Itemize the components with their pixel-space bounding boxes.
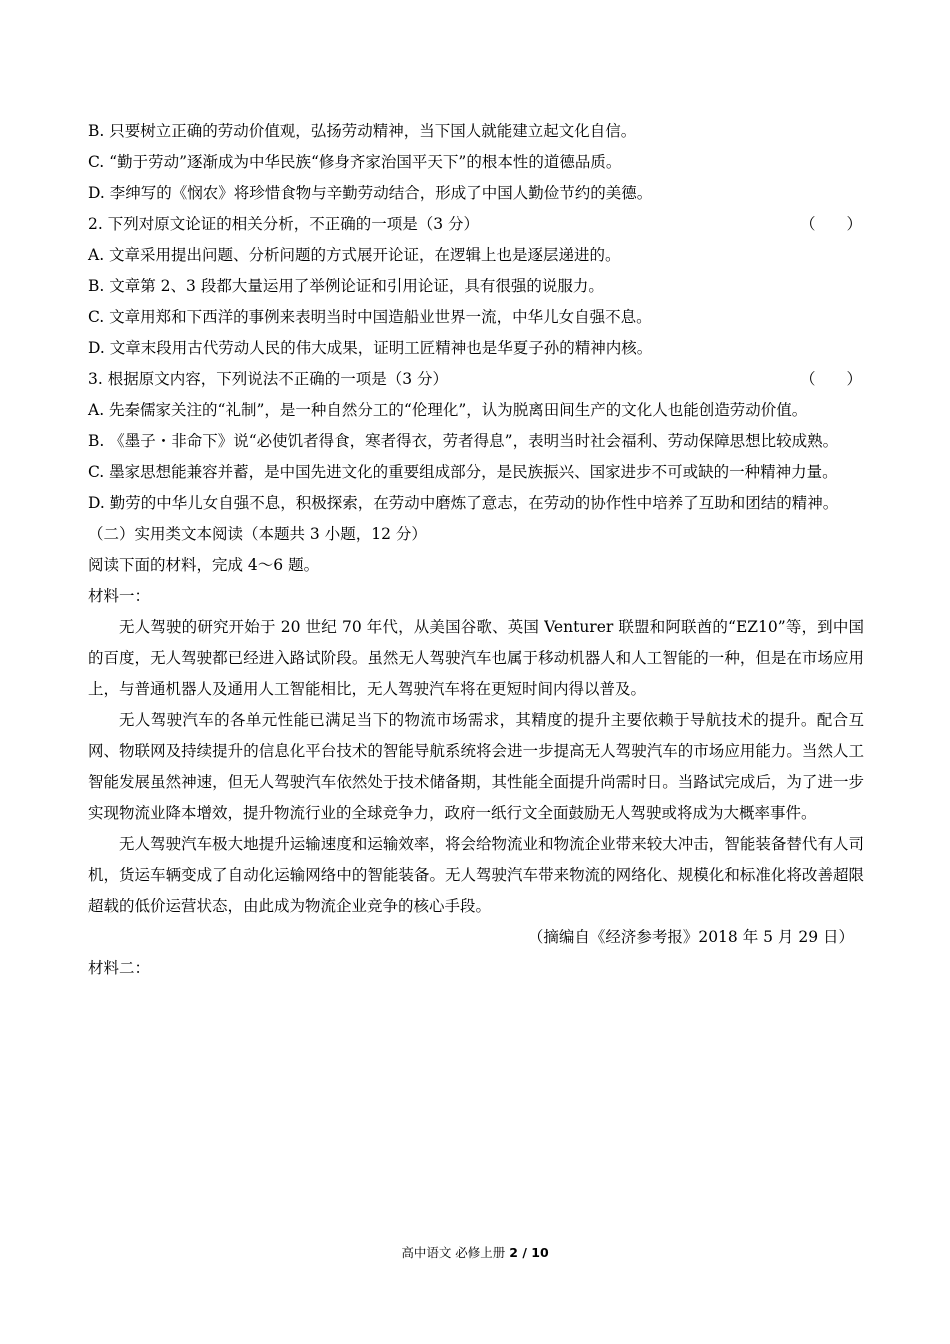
q2-stem: 2. 下列对原文论证的相关分析，不正确的一项是（3 分） <box>88 215 480 233</box>
q3-option-b: B. 《墨子・非命下》说“必使饥者得食，寒者得衣，劳者得息”，表明当时社会福利、劳动保障思想比较成熟。 <box>88 432 839 450</box>
q1-option-d: D. 李绅写的《悯农》将珍惜食物与辛勤劳动结合，形成了中国人勤俭节约的美德。 <box>88 184 653 202</box>
page-number: 2 / 10 <box>509 1245 549 1260</box>
q2-stem-row <box>88 209 864 240</box>
q3-stem: 3. 根据原文内容，下列说法不正确的一项是（3 分） <box>88 370 449 388</box>
instruction: 阅读下面的材料，完成 4～6 题。 <box>88 556 320 574</box>
material-one-paragraph-3: 无人驾驶汽车极大地提升运输速度和运输效率，将会给物流业和物流企业带来较大冲击，智能装备替代有人司机，货运车辆变成了自动化运输网络中的智能装备。无人驾驶汽车带来物流的网络化、规模化和标准化将改善超限超载的低价运营状态，由此成为物流企业竞争的核心手段。 <box>88 835 864 915</box>
material-one-paragraph-1: 无人驾驶的研究开始于 20 世纪 70 年代，从美国谷歌、英国 Venturer 联盟和阿联酋的“EZ10”等，到中国的百度，无人驾驶都已经进入路试阶段。虽然无人驾驶汽车也属于移动机器人和人工智能的一种，但是在市场应用上，与普通机器人及通用人工智能相比，无人驾驶汽车将在更短时间内得以普及。 <box>88 618 864 698</box>
page-content <box>88 116 864 984</box>
material-one-label: 材料一： <box>88 587 151 605</box>
q1-option-c: C. “勤于劳动”逐渐成为中华民族“修身齐家治国平天下”的根本性的道德品质。 <box>88 153 622 171</box>
q1-option-b: B. 只要树立正确的劳动价值观，弘扬劳动精神，当下国人就能建立起文化自信。 <box>88 122 637 140</box>
q3-option-c: C. 墨家思想能兼容并蓄，是中国先进文化的重要组成部分，是民族振兴、国家进步不可或缺的一种精神力量。 <box>88 463 838 481</box>
source-citation: （摘编自《经济参考报》2018 年 5 月 29 日） <box>527 928 854 946</box>
q2-option-c: C. 文章用郑和下西洋的事例来表明当时中国造船业世界一流，中华儿女自强不息。 <box>88 308 652 326</box>
q3-answer-paren: （ ） <box>799 370 862 388</box>
q2-answer-paren: （ ） <box>799 215 862 233</box>
q2-option-d: D. 文章末段用古代劳动人民的伟大成果，证明工匠精神也是华夏子孙的精神内核。 <box>88 339 653 357</box>
q3-option-d: D. 勤劳的中华儿女自强不息，积极探索，在劳动中磨炼了意志，在劳动的协作性中培养了互助和团结的精神。 <box>88 494 839 512</box>
material-one-paragraph-2: 无人驾驶汽车的各单元性能已满足当下的物流市场需求，其精度的提升主要依赖于导航技术的提升。配合互网、物联网及持续提升的信息化平台技术的智能导航系统将会进一步提高无人驾驶汽车的市场应用能力。当然人工智能发展虽然神速，但无人驾驶汽车依然处于技术储备期，其性能全面提升尚需时日。当路试完成后，为了进一步实现物流业降本增效，提升物流行业的全球竞争力，政府一纸行文全面鼓励无人驾驶或将成为大概率事件。 <box>88 711 864 822</box>
q3-option-a: A. 先秦儒家关注的“礼制”，是一种自然分工的“伦理化”，认为脱离田间生产的文化人也能创造劳动价值。 <box>88 401 808 419</box>
material-two-label: 材料二： <box>88 959 151 977</box>
q3-stem-row <box>88 364 864 395</box>
q2-option-a: A. 文章采用提出问题、分析问题的方式展开论证，在逻辑上也是逐层递进的。 <box>88 246 621 264</box>
footer-subject: 高中语文 必修上册 <box>401 1245 510 1260</box>
q2-option-b: B. 文章第 2、3 段都大量运用了举例论证和引用论证，具有很强的说服力。 <box>88 277 604 295</box>
page-footer <box>0 1243 950 1261</box>
section-heading: （二）实用类文本阅读（本题共 3 小题，12 分） <box>88 525 427 543</box>
